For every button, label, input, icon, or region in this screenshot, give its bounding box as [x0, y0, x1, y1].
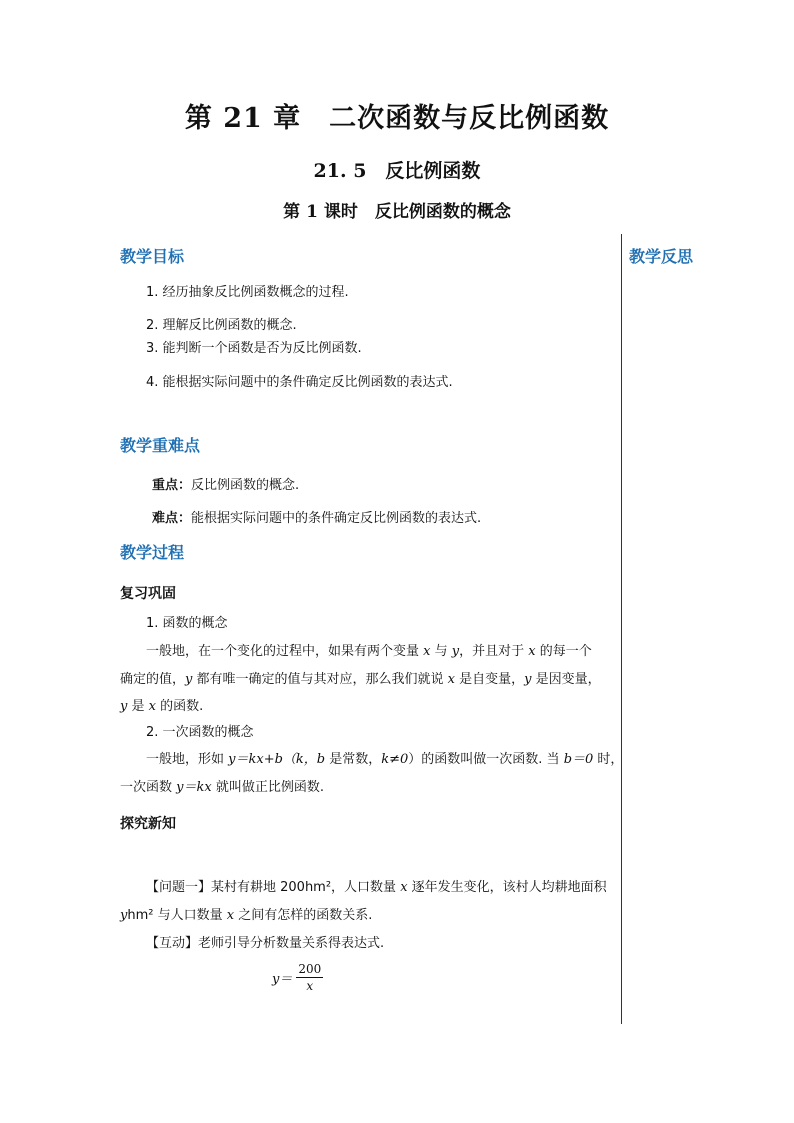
text: ）的函数叫做一次函数. 当	[408, 752, 564, 767]
review-heading: 复习巩固	[120, 586, 176, 602]
review-text-line	[120, 776, 324, 795]
text: 都有唯一确定的值与其对应，那么我们就说	[192, 672, 448, 687]
text: 是常数，	[325, 752, 382, 767]
review-text-line	[120, 668, 601, 687]
interaction-line: 【互动】老师引导分析数量关系得表达式.	[146, 936, 385, 951]
text: 是	[127, 699, 149, 714]
var-x: x	[226, 908, 235, 923]
review-text-line	[146, 640, 592, 659]
difficulty-label: 难点：	[152, 511, 192, 526]
text: 的每一个	[535, 644, 592, 659]
text: ，并且对于	[459, 644, 529, 659]
text: 一般地，形如	[146, 752, 229, 767]
fraction-numerator: 200	[298, 962, 322, 976]
reflection-heading: 教学反思	[629, 247, 694, 266]
key-label: 重点：	[152, 478, 192, 493]
objective-item: 3. 能判断一个函数是否为反比例函数.	[146, 341, 362, 356]
objectives-heading: 教学目标	[120, 247, 185, 266]
review-text-line	[120, 695, 203, 714]
text: 【问题一】某村有耕地 200hm²，人口数量	[146, 880, 401, 895]
var-y: y	[120, 908, 128, 923]
formula: b＝0	[563, 752, 594, 767]
text: 时，	[593, 752, 624, 767]
text: 确定的值，	[120, 672, 186, 687]
key-text: 反比例函数的概念.	[191, 478, 300, 493]
var-y: y	[451, 644, 460, 659]
explore-heading: 探究新知	[120, 816, 176, 832]
review-item-title: 1. 函数的概念	[146, 616, 228, 631]
formula: k≠0	[381, 752, 409, 767]
var-y: y	[185, 672, 193, 687]
formula-lhs: y＝	[272, 972, 293, 987]
text: 与	[430, 644, 452, 659]
process-heading: 教学过程	[120, 543, 185, 562]
objective-item: 2. 理解反比例函数的概念.	[146, 318, 297, 333]
text: 就叫做正比例函数.	[211, 780, 324, 795]
lesson-title: 第 1 课时 反比例函数的概念	[283, 202, 511, 222]
var-x: x	[423, 644, 431, 659]
text: 是因变量，	[531, 672, 601, 687]
section-title: 21. 5 反比例函数	[313, 160, 481, 182]
formula-display	[272, 962, 323, 993]
var-x: x	[528, 644, 536, 659]
objective-item: 4. 能根据实际问题中的条件确定反比例函数的表达式.	[146, 375, 453, 390]
fraction	[296, 962, 323, 993]
text: 逐年发生变化，该村人均耕地面积	[407, 880, 607, 895]
chapter-title: 第 21 章 二次函数与反比例函数	[184, 103, 610, 134]
review-text-line	[146, 748, 623, 767]
column-divider	[621, 234, 622, 1024]
objective-item: 1. 经历抽象反比例函数概念的过程.	[146, 285, 349, 300]
review-item-title: 2. 一次函数的概念	[146, 725, 254, 740]
difficulty-text: 能根据实际问题中的条件确定反比例函数的表达式.	[191, 511, 482, 526]
text: 一般地，在一个变化的过程中，如果有两个变量	[146, 644, 424, 659]
text: 是自变量，	[454, 672, 525, 687]
var-x: x	[400, 880, 408, 895]
text: 之间有怎样的函数关系.	[234, 908, 373, 923]
formula: y＝kx+b（k，b	[228, 752, 326, 767]
var-y: y	[524, 672, 532, 687]
text: hm² 与人口数量	[127, 908, 227, 923]
text: 的函数.	[155, 699, 204, 714]
text: 一次函数	[120, 780, 177, 795]
var-x: x	[447, 672, 455, 687]
var-y: y	[120, 699, 128, 714]
difficulty-point	[152, 507, 481, 526]
question-line	[120, 904, 372, 923]
key-points-heading: 教学重难点	[120, 436, 201, 455]
formula: y＝kx	[176, 780, 212, 795]
question-line	[146, 876, 607, 895]
var-x: x	[148, 699, 156, 714]
fraction-denominator: x	[306, 979, 314, 993]
key-point	[152, 474, 299, 493]
